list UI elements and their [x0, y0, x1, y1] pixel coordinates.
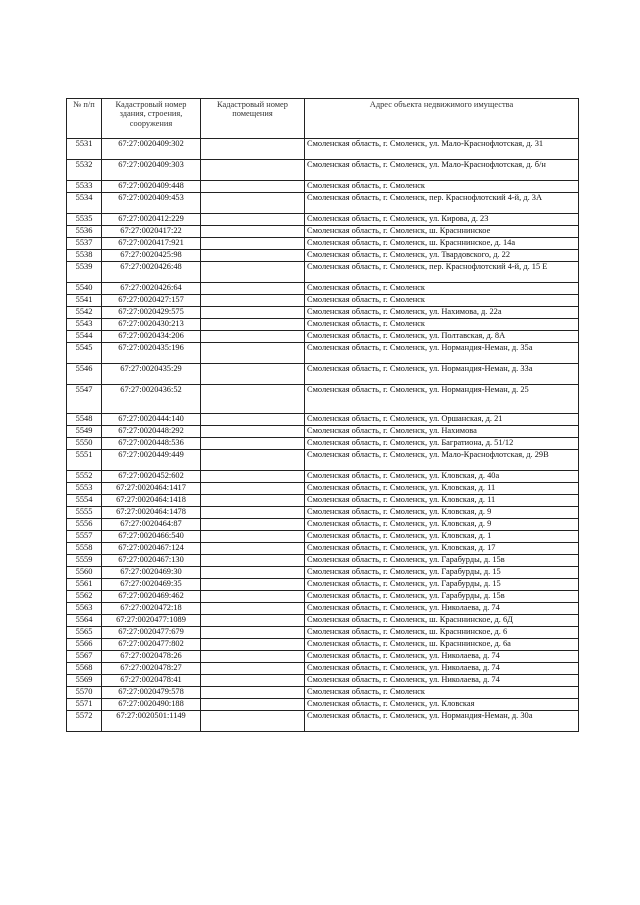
table-row: [67, 711, 579, 732]
cadastral-premises-number: [201, 627, 305, 639]
table-row: [67, 160, 579, 181]
cadastral-premises-number: [201, 495, 305, 507]
cadastral-building-number: 67:27:0020464:1418: [102, 495, 201, 507]
table-row: [67, 139, 579, 160]
row-number: 5556: [67, 519, 102, 531]
cadastral-building-number: 67:27:0020490:188: [102, 699, 201, 711]
table-row: [67, 343, 579, 364]
row-number: 5561: [67, 579, 102, 591]
table-row: [67, 226, 579, 238]
cadastral-building-number: 67:27:0020427:157: [102, 295, 201, 307]
cadastral-building-number: 67:27:0020472:18: [102, 603, 201, 615]
row-number: 5532: [67, 160, 102, 181]
cadastral-building-number: 67:27:0020448:536: [102, 438, 201, 450]
row-number: 5537: [67, 238, 102, 250]
cadastral-building-number: 67:27:0020430:213: [102, 319, 201, 331]
object-address: Смоленская область, г. Смоленск, ш. Красннинское, д. 6Д: [305, 615, 579, 627]
cadastral-premises-number: [201, 139, 305, 160]
row-number: 5555: [67, 507, 102, 519]
row-number: 5562: [67, 591, 102, 603]
cadastral-premises-number: [201, 385, 305, 414]
table-row: [67, 507, 579, 519]
row-number: 5543: [67, 319, 102, 331]
cadastral-premises-number: [201, 711, 305, 732]
cadastral-building-number: 67:27:0020444:140: [102, 414, 201, 426]
row-number: 5531: [67, 139, 102, 160]
cadastral-premises-number: [201, 591, 305, 603]
row-number: 5536: [67, 226, 102, 238]
table-row: [67, 307, 579, 319]
object-address: Смоленская область, г. Смоленск, ул. Нормандия-Неман, д. 35а: [305, 343, 579, 364]
table-row: [67, 603, 579, 615]
cadastral-building-number: 67:27:0020448:292: [102, 426, 201, 438]
object-address: Смоленская область, г. Смоленск, ул. Мало-Краснофлотская, д. 29В: [305, 450, 579, 471]
cadastral-premises-number: [201, 519, 305, 531]
table-row: [67, 450, 579, 471]
cadastral-premises-number: [201, 307, 305, 319]
cadastral-building-number: 67:27:0020477:802: [102, 639, 201, 651]
row-number: 5539: [67, 262, 102, 283]
cadastral-building-number: 67:27:0020426:48: [102, 262, 201, 283]
cadastral-premises-number: [201, 675, 305, 687]
table-row: [67, 181, 579, 193]
row-number: 5571: [67, 699, 102, 711]
cadastral-premises-number: [201, 426, 305, 438]
cadastral-premises-number: [201, 687, 305, 699]
object-address: Смоленская область, г. Смоленск, ул. Твардовского, д. 22: [305, 250, 579, 262]
cadastral-building-number: 67:27:0020452:602: [102, 471, 201, 483]
cadastral-premises-number: [201, 483, 305, 495]
row-number: 5546: [67, 364, 102, 385]
object-address: Смоленская область, г. Смоленск: [305, 687, 579, 699]
table-row: [67, 426, 579, 438]
table-row: [67, 331, 579, 343]
cadastral-building-number: 67:27:0020501:1149: [102, 711, 201, 732]
object-address: Смоленская область, г. Смоленск, пер. Краснофлотский 4-й, д. 15 Е: [305, 262, 579, 283]
table-row: [67, 531, 579, 543]
object-address: Смоленская область, г. Смоленск, ш. Красннинское: [305, 226, 579, 238]
table-row: [67, 414, 579, 426]
object-address: Смоленская область, г. Смоленск, ш. Красннинское, д. 6а: [305, 639, 579, 651]
cadastral-premises-number: [201, 262, 305, 283]
object-address: Смоленская область, г. Смоленск, ул. Нормандия-Неман, д. 25: [305, 385, 579, 414]
cadastral-building-number: 67:27:0020478:27: [102, 663, 201, 675]
object-address: Смоленская область, г. Смоленск, ул. Гарабурды, д. 15: [305, 579, 579, 591]
cadastral-premises-number: [201, 331, 305, 343]
cadastral-building-number: 67:27:0020477:679: [102, 627, 201, 639]
cadastral-building-number: 67:27:0020409:303: [102, 160, 201, 181]
object-address: Смоленская область, г. Смоленск, пер. Краснофлотский 4-й, д. 3А: [305, 193, 579, 214]
cadastral-building-number: 67:27:0020449:449: [102, 450, 201, 471]
object-address: Смоленская область, г. Смоленск, ул. Гарабурды, д. 15: [305, 567, 579, 579]
table-row: [67, 250, 579, 262]
row-number: 5563: [67, 603, 102, 615]
header-num: № п/п: [67, 99, 102, 139]
cadastral-premises-number: [201, 699, 305, 711]
row-number: 5535: [67, 214, 102, 226]
cadastral-building-number: 67:27:0020466:540: [102, 531, 201, 543]
header-address: Адрес объекта недвижимого имущества: [305, 99, 579, 139]
row-number: 5564: [67, 615, 102, 627]
object-address: Смоленская область, г. Смоленск, ул. Гарабурды, д. 15в: [305, 555, 579, 567]
table-row: [67, 699, 579, 711]
cadastral-premises-number: [201, 555, 305, 567]
object-address: Смоленская область, г. Смоленск, ул. Нахимова: [305, 426, 579, 438]
cadastral-premises-number: [201, 450, 305, 471]
cadastral-building-number: 67:27:0020477:1089: [102, 615, 201, 627]
header-cadastral-building: Кадастровый номер здания, строения, сооружения: [102, 99, 201, 139]
cadastral-building-number: 67:27:0020426:64: [102, 283, 201, 295]
object-address: Смоленская область, г. Смоленск, ул. Кловская, д. 11: [305, 483, 579, 495]
table-row: [67, 385, 579, 414]
row-number: 5569: [67, 675, 102, 687]
object-address: Смоленская область, г. Смоленск, ул. Кловская, д. 9: [305, 519, 579, 531]
cadastral-building-number: 67:27:0020464:1478: [102, 507, 201, 519]
object-address: Смоленская область, г. Смоленск, ул. Кловская, д. 40а: [305, 471, 579, 483]
table-row: [67, 663, 579, 675]
object-address: Смоленская область, г. Смоленск, ул. Николаева, д. 74: [305, 663, 579, 675]
row-number: 5533: [67, 181, 102, 193]
cadastral-building-number: 67:27:0020469:35: [102, 579, 201, 591]
table-row: [67, 627, 579, 639]
cadastral-premises-number: [201, 319, 305, 331]
object-address: Смоленская область, г. Смоленск, ул. Мало-Краснофлотская, д. б/н: [305, 160, 579, 181]
row-number: 5542: [67, 307, 102, 319]
cadastral-building-number: 67:27:0020469:462: [102, 591, 201, 603]
object-address: Смоленская область, г. Смоленск, ш. Красннинское, д. 14а: [305, 238, 579, 250]
object-address: Смоленская область, г. Смоленск, ул. Багратиона, д. 51/12: [305, 438, 579, 450]
table-row: [67, 262, 579, 283]
table-row: [67, 483, 579, 495]
cadastral-building-number: 67:27:0020417:921: [102, 238, 201, 250]
table-row: [67, 193, 579, 214]
row-number: 5534: [67, 193, 102, 214]
table-row: [67, 651, 579, 663]
row-number: 5550: [67, 438, 102, 450]
cadastral-premises-number: [201, 603, 305, 615]
cadastral-premises-number: [201, 364, 305, 385]
cadastral-building-number: 67:27:0020467:130: [102, 555, 201, 567]
row-number: 5548: [67, 414, 102, 426]
table-row: [67, 471, 579, 483]
object-address: Смоленская область, г. Смоленск, ул. Нормандия-Неман, д. 33а: [305, 364, 579, 385]
cadastral-building-number: 67:27:0020409:448: [102, 181, 201, 193]
cadastral-premises-number: [201, 160, 305, 181]
object-address: Смоленская область, г. Смоленск, ул. Оршанская, д. 21: [305, 414, 579, 426]
table-row: [67, 238, 579, 250]
cadastral-building-number: 67:27:0020429:575: [102, 307, 201, 319]
table-row: [67, 364, 579, 385]
cadastral-building-number: 67:27:0020435:29: [102, 364, 201, 385]
row-number: 5557: [67, 531, 102, 543]
object-address: Смоленская область, г. Смоленск, ул. Николаева, д. 74: [305, 603, 579, 615]
cadastral-premises-number: [201, 295, 305, 307]
row-number: 5551: [67, 450, 102, 471]
table-row: [67, 495, 579, 507]
object-address: Смоленская область, г. Смоленск, ул. Мало-Краснофлотская, д. 31: [305, 139, 579, 160]
row-number: 5549: [67, 426, 102, 438]
header-cadastral-premises: Кадастровый номер помещения: [201, 99, 305, 139]
object-address: Смоленская область, г. Смоленск, ул. Кловская, д. 11: [305, 495, 579, 507]
cadastral-building-number: 67:27:0020479:578: [102, 687, 201, 699]
cadastral-premises-number: [201, 543, 305, 555]
cadastral-building-number: 67:27:0020478:26: [102, 651, 201, 663]
object-address: Смоленская область, г. Смоленск, ул. Кловская, д. 17: [305, 543, 579, 555]
cadastral-premises-number: [201, 238, 305, 250]
table-row: [67, 675, 579, 687]
cadastral-premises-number: [201, 283, 305, 295]
object-address: Смоленская область, г. Смоленск, ш. Красннинское, д. 6: [305, 627, 579, 639]
table-row: [67, 615, 579, 627]
row-number: 5538: [67, 250, 102, 262]
row-number: 5547: [67, 385, 102, 414]
table-row: [67, 543, 579, 555]
cadastral-premises-number: [201, 531, 305, 543]
row-number: 5572: [67, 711, 102, 732]
cadastral-premises-number: [201, 471, 305, 483]
row-number: 5545: [67, 343, 102, 364]
object-address: Смоленская область, г. Смоленск: [305, 319, 579, 331]
cadastral-building-number: 67:27:0020436:52: [102, 385, 201, 414]
cadastral-building-number: 67:27:0020412:229: [102, 214, 201, 226]
cadastral-building-number: 67:27:0020409:453: [102, 193, 201, 214]
cadastral-building-number: 67:27:0020417:22: [102, 226, 201, 238]
table-row: [67, 579, 579, 591]
row-number: 5552: [67, 471, 102, 483]
table-row: [67, 639, 579, 651]
table-body: [67, 139, 579, 732]
row-number: 5558: [67, 543, 102, 555]
object-address: Смоленская область, г. Смоленск, ул. Гарабурды, д. 15в: [305, 591, 579, 603]
cadastral-building-number: 67:27:0020469:30: [102, 567, 201, 579]
cadastral-premises-number: [201, 414, 305, 426]
cadastral-premises-number: [201, 663, 305, 675]
object-address: Смоленская область, г. Смоленск, ул. Кловская, д. 1: [305, 531, 579, 543]
table-row: [67, 687, 579, 699]
table-row: [67, 319, 579, 331]
cadastral-building-number: 67:27:0020425:98: [102, 250, 201, 262]
object-address: Смоленская область, г. Смоленск: [305, 181, 579, 193]
cadastral-building-number: 67:27:0020434:206: [102, 331, 201, 343]
object-address: Смоленская область, г. Смоленск: [305, 283, 579, 295]
object-address: Смоленская область, г. Смоленск, ул. Полтавская, д. 8А: [305, 331, 579, 343]
row-number: 5541: [67, 295, 102, 307]
cadastral-premises-number: [201, 567, 305, 579]
table-row: [67, 283, 579, 295]
registry-table: [66, 98, 579, 732]
cadastral-premises-number: [201, 615, 305, 627]
table-row: [67, 295, 579, 307]
table-row: [67, 555, 579, 567]
cadastral-premises-number: [201, 193, 305, 214]
table-row: [67, 214, 579, 226]
cadastral-premises-number: [201, 579, 305, 591]
table-row: [67, 591, 579, 603]
table-row: [67, 438, 579, 450]
row-number: 5567: [67, 651, 102, 663]
cadastral-premises-number: [201, 181, 305, 193]
row-number: 5570: [67, 687, 102, 699]
row-number: 5559: [67, 555, 102, 567]
row-number: 5560: [67, 567, 102, 579]
table-row: [67, 567, 579, 579]
row-number: 5566: [67, 639, 102, 651]
table-header-row: [67, 99, 579, 139]
cadastral-premises-number: [201, 250, 305, 262]
cadastral-premises-number: [201, 214, 305, 226]
cadastral-building-number: 67:27:0020467:124: [102, 543, 201, 555]
object-address: Смоленская область, г. Смоленск, ул. Кирова, д. 23: [305, 214, 579, 226]
cadastral-building-number: 67:27:0020478:41: [102, 675, 201, 687]
cadastral-building-number: 67:27:0020464:87: [102, 519, 201, 531]
row-number: 5544: [67, 331, 102, 343]
cadastral-premises-number: [201, 343, 305, 364]
cadastral-premises-number: [201, 507, 305, 519]
row-number: 5540: [67, 283, 102, 295]
cadastral-premises-number: [201, 226, 305, 238]
row-number: 5568: [67, 663, 102, 675]
cadastral-building-number: 67:27:0020435:196: [102, 343, 201, 364]
object-address: Смоленская область, г. Смоленск, ул. Кловская: [305, 699, 579, 711]
object-address: Смоленская область, г. Смоленск, ул. Нормандия-Неман, д. 30а: [305, 711, 579, 732]
object-address: Смоленская область, г. Смоленск, ул. Николаева, д. 74: [305, 651, 579, 663]
object-address: Смоленская область, г. Смоленск, ул. Николаева, д. 74: [305, 675, 579, 687]
cadastral-premises-number: [201, 438, 305, 450]
object-address: Смоленская область, г. Смоленск: [305, 295, 579, 307]
object-address: Смоленская область, г. Смоленск, ул. Нахимова, д. 22а: [305, 307, 579, 319]
cadastral-premises-number: [201, 639, 305, 651]
table-row: [67, 519, 579, 531]
object-address: Смоленская область, г. Смоленск, ул. Кловская, д. 9: [305, 507, 579, 519]
cadastral-premises-number: [201, 651, 305, 663]
row-number: 5554: [67, 495, 102, 507]
cadastral-building-number: 67:27:0020464:1417: [102, 483, 201, 495]
cadastral-building-number: 67:27:0020409:302: [102, 139, 201, 160]
row-number: 5565: [67, 627, 102, 639]
row-number: 5553: [67, 483, 102, 495]
